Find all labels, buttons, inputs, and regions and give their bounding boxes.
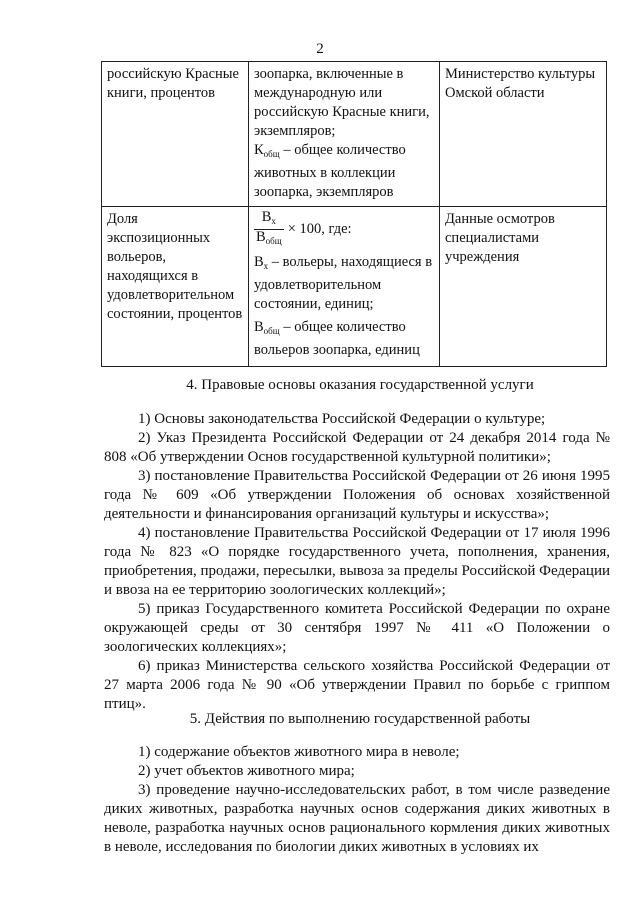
indicator-name: Доля экспозиционных вольеров, находящихся в удовлетворительном состоянии, процентов — [107, 211, 243, 322]
data-source: Министерство культуры Омской области — [445, 66, 596, 101]
formula-description: зоопарка, включенные в международную или российскую Красные книги, экземпляров; — [254, 66, 430, 139]
indicator-name: российскую Красные книги, процентов — [107, 66, 239, 101]
table-cell — [102, 207, 249, 367]
variable-definition: $В_х$ – вольеры, находящиеся в удовлетворительном состоянии, единиц; — [254, 254, 433, 312]
variable-definition: $В_{общ}$ – общее количество вольеров зоопарка, единиц — [254, 319, 420, 358]
list-item: 2) Указ Президента Российской Федерации от 24 декабря 2014 года № 808 «Об утверждении Основ государственной культурной политики»; — [104, 430, 610, 465]
table-cell — [440, 62, 607, 207]
list-item: 4) постановление Правительства Российской Федерации от 17 июля 1996 года № 823 «О порядке государственного учета, пополнения, хранения, приобретения, продажи, пересылки, вывоза за пределы Российской Федерации и ввоза на ее территорию зоологических коллекций»; — [104, 525, 610, 598]
formula-tail: × 100, где: — [287, 220, 352, 237]
indicators-table — [101, 61, 607, 367]
section-4-title: 4. Правовые основы оказания государственной услуги — [186, 377, 534, 393]
variable-symbol: К — [254, 142, 264, 158]
data-source: Данные осмотров специалистами учреждения — [445, 211, 555, 265]
table-cell — [249, 207, 440, 367]
section-5-title: 5. Действия по выполнению государственной работы — [189, 711, 531, 727]
list-item: 5) приказ Государственного комитета Российской Федерации по охране окружающей среды от 30 сентября 1997 № 411 «О Положении о зоологических коллекциях»; — [104, 601, 610, 655]
list-item: 3) постановление Правительства Российской Федерации от 26 июня 1995 года № 609 «Об утверждении Положения об основах хозяйственной деятельности и финансирования организаций культуры и искусства»; — [104, 468, 610, 522]
variable-subscript: общ — [263, 149, 280, 159]
list-item: 1) содержание объектов животного мира в неволе; — [138, 744, 460, 760]
table-cell — [249, 62, 440, 207]
table-row — [102, 62, 607, 207]
table-cell — [102, 62, 249, 207]
fraction-denominator: $В_{общ}$ — [256, 229, 282, 246]
list-item: 2) учет объектов животного мира; — [138, 763, 355, 779]
table-cell — [440, 207, 607, 367]
table-row — [102, 207, 607, 367]
variable-description: – общее количество животных в коллекции зоопарка, экземпляров — [254, 142, 406, 200]
page-number: 2 — [316, 41, 324, 57]
fraction — [254, 210, 284, 249]
list-item: 6) приказ Министерства сельского хозяйства Российской Федерации от 27 марта 2006 года № 90 «Об утверждении Правил по борьбе с гриппом птиц». — [104, 658, 610, 712]
list-item: 3) проведение научно-исследовательских работ, в том числе разведение диких животных, разработка научных основ содержания диких животных в неволе, разработка научных основ рационального кормления диких животных в неволе, исследования по биологии диких животных в условиях их — [104, 782, 610, 855]
variable-definition — [254, 141, 435, 202]
fraction-numerator: $В_х$ — [254, 210, 284, 230]
formula — [254, 210, 435, 249]
list-item: 1) Основы законодательства Российской Федерации о культуре; — [138, 411, 546, 427]
